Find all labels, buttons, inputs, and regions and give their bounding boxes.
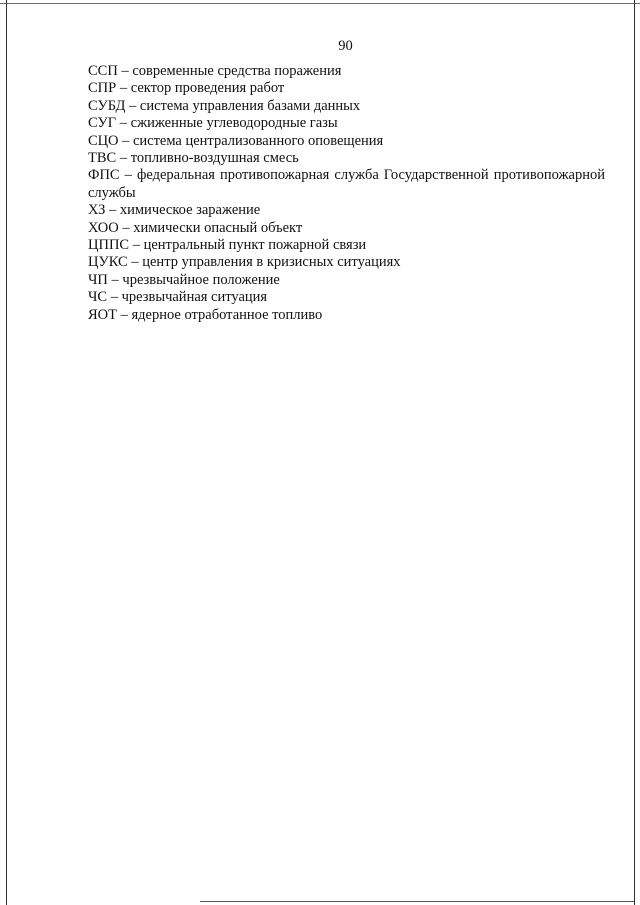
scan-edge-bottom xyxy=(200,901,634,902)
abbreviation-definition: топливно-воздушная смесь xyxy=(130,150,299,167)
abbreviation: ЧП xyxy=(88,271,108,288)
abbreviation: ТВС xyxy=(88,150,117,167)
abbreviation: СУБД xyxy=(88,97,126,114)
abbreviation: ЧС xyxy=(88,289,108,306)
entry-separator: – xyxy=(107,289,122,306)
entry-separator: – xyxy=(125,97,140,114)
entry-separator: – xyxy=(127,254,143,271)
scan-edge-top xyxy=(0,3,640,4)
abbreviation-definition: чрезвычайная ситуация xyxy=(121,289,268,306)
abbreviation-entry xyxy=(88,289,605,306)
abbreviation-definition: ядерное отработанное топливо xyxy=(131,306,323,323)
abbreviation: СПР xyxy=(88,80,117,97)
abbreviation-entry xyxy=(88,98,605,115)
abbreviation-definition: современные средства поражения xyxy=(132,63,342,79)
entry-separator: – xyxy=(118,219,134,236)
entry-separator: – xyxy=(116,150,131,167)
entry-separator: – xyxy=(119,167,137,184)
abbreviation-definition: сектор проведения работ xyxy=(130,80,285,97)
abbreviation: ССП xyxy=(88,63,118,79)
abbreviation-entry xyxy=(88,237,605,254)
abbreviation-definition: центральный пункт пожарной связи xyxy=(143,237,367,254)
abbreviation-entry xyxy=(88,254,605,271)
abbreviation: ХОО xyxy=(88,219,119,236)
abbreviation-entry xyxy=(88,133,605,150)
abbreviation-definition: чрезвычайное положение xyxy=(122,271,280,288)
abbreviation-definition: химически опасный объект xyxy=(133,219,303,236)
abbreviation: ЯОТ xyxy=(88,306,117,323)
page-number: 90 xyxy=(338,38,353,54)
abbreviation: ФПС xyxy=(88,167,120,184)
abbreviation: СУГ xyxy=(88,115,117,132)
abbreviation-list xyxy=(88,63,605,324)
entry-separator: – xyxy=(107,271,123,288)
abbreviation-entry xyxy=(88,272,605,289)
abbreviation: СЦО xyxy=(88,132,119,149)
abbreviation-entry xyxy=(88,63,605,80)
entry-separator: – xyxy=(129,237,144,254)
entry-separator: – xyxy=(118,132,133,149)
abbreviation: ЦУКС xyxy=(88,254,128,271)
scan-edge-right xyxy=(634,0,635,905)
abbreviation-definition: федеральная противопожарная служба Государственной противопожарной службы xyxy=(88,167,605,201)
abbreviation-entry xyxy=(88,307,605,324)
entry-separator: – xyxy=(116,80,131,97)
abbreviation-definition: химическое заражение xyxy=(119,202,261,219)
abbreviation-definition: система централизованного оповещения xyxy=(132,132,384,149)
abbreviation: ЦППС xyxy=(88,237,130,254)
abbreviation-entry xyxy=(88,220,605,237)
abbreviation-definition: сжиженные углеводородные газы xyxy=(130,115,338,132)
scan-edge-left xyxy=(6,0,7,905)
abbreviation-entry xyxy=(88,167,605,202)
abbreviation-entry xyxy=(88,80,605,97)
entry-separator: – xyxy=(117,63,133,79)
abbreviation-entry xyxy=(88,115,605,132)
abbreviation: ХЗ xyxy=(88,202,106,219)
abbreviation-definition: центр управления в кризисных ситуациях xyxy=(142,254,401,271)
abbreviation-entry xyxy=(88,150,605,167)
entry-separator: – xyxy=(117,306,132,323)
entry-separator: – xyxy=(116,115,131,132)
entry-separator: – xyxy=(105,202,120,219)
abbreviation-definition: система управления базами данных xyxy=(139,97,361,114)
abbreviation-entry xyxy=(88,202,605,219)
